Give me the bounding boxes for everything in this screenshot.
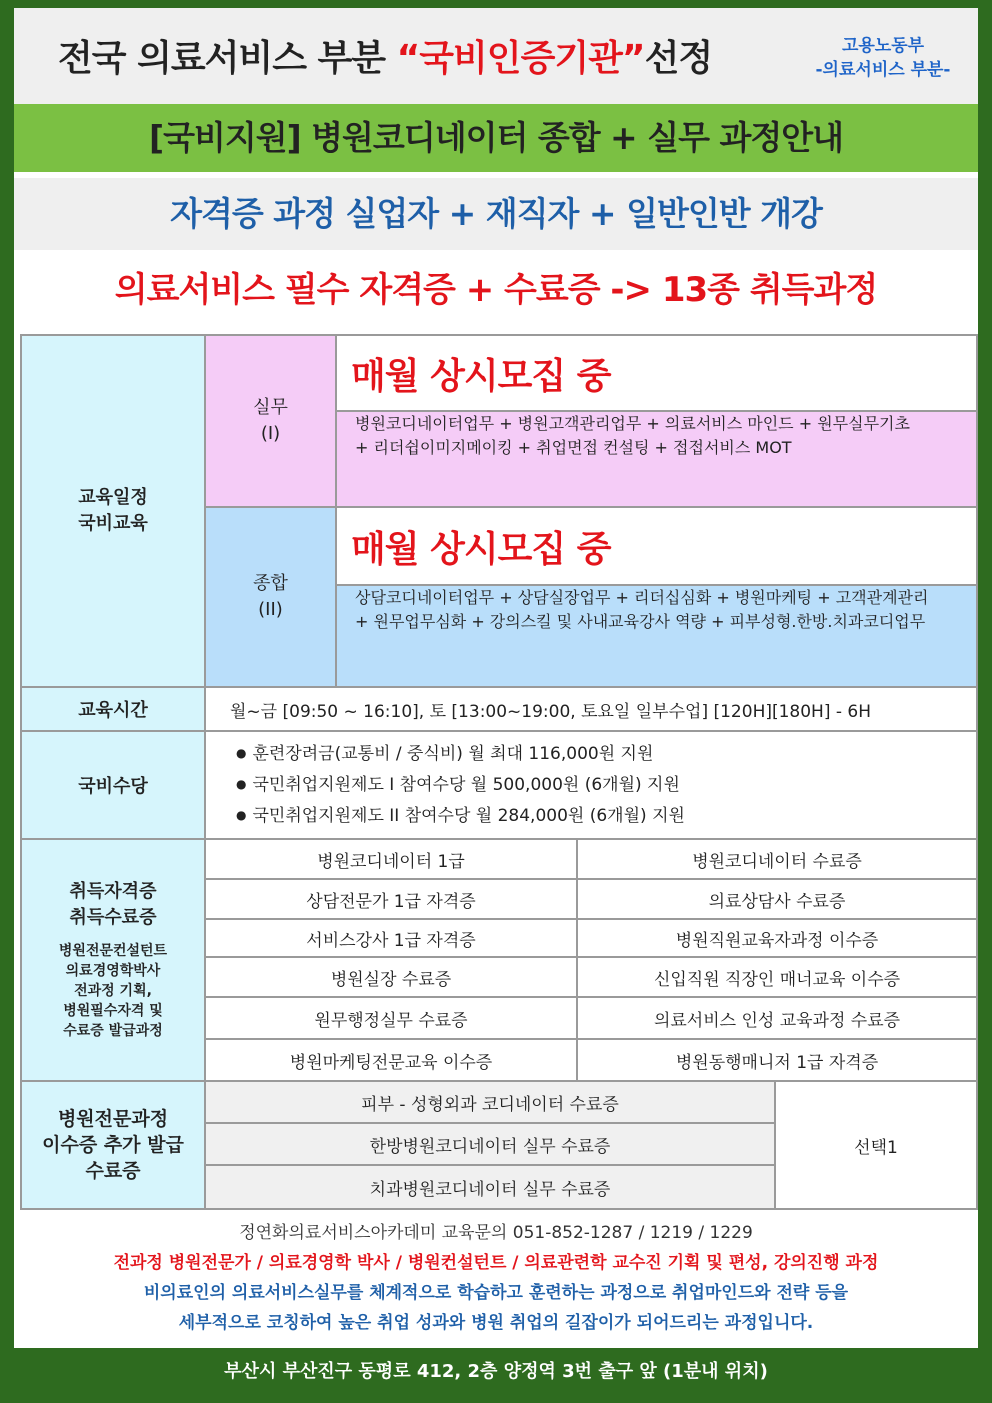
description-line: 비의료인의 의료서비스실무를 체계적으로 학습하고 훈련하는 과정으로 취업마인드와 전략 등을 (143, 1283, 849, 1303)
allowance-list (204, 730, 978, 840)
certificate-cell: 신입직원 직장인 매너교육 이수증 (576, 956, 978, 998)
title-prefix: 전국 의료서비스 부분 (58, 38, 397, 79)
certificates-sub-line: 병원전문컨설턴트 (58, 943, 168, 959)
certificate-cell: 병원코디네이터 수료증 (576, 838, 978, 880)
certificates-sub-line: 수료증 발급과정 (63, 1023, 163, 1039)
page-title (58, 30, 712, 81)
contact-line: 정연화의료서비스아카데미 교육문의 051-852-1287 / 1219 / 1229 (239, 1223, 753, 1243)
comprehensive-detail-line2: + 원무업무심화 + 강의스킬 및 사내교육강사 역량 + 피부성형.한방.치과코디업무 (355, 612, 926, 631)
specialist-label-line1: 병원전문과정 (57, 1108, 169, 1130)
enrollment-banner: 자격증 과정 실업자 + 재직자 + 일반인반 개강 (14, 178, 978, 250)
specialist-label-line3: 수료증 (85, 1160, 141, 1182)
comprehensive-label-line2: (II) (258, 599, 283, 620)
comprehensive-recruit-notice: 매월 상시모집 중 (335, 506, 978, 586)
certificate-cell: 병원실장 수료증 (204, 956, 578, 998)
certificate-cell: 서비스강사 1급 자격증 (204, 918, 578, 958)
flyer-page (14, 8, 978, 1348)
ministry-name: 고용노동부 (841, 36, 925, 56)
certificate-cell: 의료상담사 수료증 (576, 878, 978, 920)
schedule-label-line2: 국비교육 (78, 513, 148, 534)
schedule-label-line1: 교육일정 (78, 487, 148, 508)
comprehensive-detail-line1: 상담코디네이터업무 + 상담실장업무 + 리더십심화 + 병원마케팅 + 고객관계관리 (355, 588, 929, 607)
faculty-line: 전과정 병원전문가 / 의료경영학 박사 / 병원컨설턴트 / 의료관련학 교수진 기획 및 편성, 강의진행 과정 (113, 1253, 879, 1273)
course-banner: [국비지원] 병원코디네이터 종합 + 실무 과정안내 (14, 104, 978, 172)
certificate-cell: 의료서비스 인성 교육과정 수료증 (576, 996, 978, 1040)
practical-recruit-notice: 매월 상시모집 중 (335, 334, 978, 412)
specialist-label (20, 1080, 206, 1210)
allowance-item: ● 국민취업지원제도 I 참여수당 월 500,000원 (6개월) 지원 (236, 770, 680, 801)
certificates-sub-line: 전과정 기획, (74, 983, 152, 999)
certificate-banner: 의료서비스 필수 자격증 + 수료증 -> 13종 취득과정 (114, 270, 878, 310)
comprehensive-label-line1: 종합 (253, 573, 288, 594)
certificates-label (20, 838, 206, 1082)
specialist-cell: 피부 - 성형외과 코디네이터 수료증 (204, 1080, 776, 1124)
certificate-cell: 병원동행매니저 1급 자격증 (576, 1038, 978, 1082)
description-line: 세부적으로 코칭하여 높은 취업 성과와 병원 취업의 길잡이가 되어드리는 과정입니다. (178, 1313, 814, 1333)
title-highlight: “국비인증기관” (396, 38, 645, 79)
certificate-cell: 원무행정실무 수료증 (204, 996, 578, 1040)
practical-label-line1: 실무 (253, 397, 288, 418)
ministry-division: -의료서비스 부분- (815, 60, 951, 80)
comprehensive-course-detail (335, 584, 978, 688)
specialist-cell: 치과병원코디네이터 실무 수료증 (204, 1164, 776, 1210)
header-bar (14, 8, 978, 104)
ministry-label (798, 34, 968, 82)
specialist-label-line2: 이수증 추가 발급 (42, 1134, 184, 1156)
certificate-cell: 병원직원교육자과정 이수증 (576, 918, 978, 958)
certificate-cell: 병원코디네이터 1급 (204, 838, 578, 880)
specialist-choice: 선택1 (774, 1080, 978, 1210)
practical-detail-line1: 병원코디네이터업무 + 병원고객관리업무 + 의료서비스 마인드 + 원무실무기초 (355, 414, 910, 433)
title-suffix: 선정 (644, 38, 713, 79)
practical-course-label (204, 334, 337, 508)
practical-label-line2: (I) (260, 423, 281, 444)
schedule-label (20, 334, 206, 688)
footer-info (14, 1218, 978, 1338)
certificates-sub-line: 병원필수자격 및 (63, 1003, 163, 1019)
practical-course-detail (335, 410, 978, 508)
specialist-cell: 한방병원코디네이터 실무 수료증 (204, 1122, 776, 1166)
certificate-cell: 상담전문가 1급 자격증 (204, 878, 578, 920)
certificates-label-line2: 취득수료증 (69, 907, 157, 928)
allowance-item: ● 훈련장려금(교통비 / 중식비) 월 최대 116,000원 지원 (236, 739, 653, 770)
certificate-cell: 병원마케팅전문교육 이수증 (204, 1038, 578, 1082)
allowance-label: 국비수당 (20, 730, 206, 840)
practical-detail-line2: + 리더쉽이미지메이킹 + 취업면접 컨설팅 + 접접서비스 MOT (355, 438, 792, 457)
hours-label: 교육시간 (20, 686, 206, 732)
certificates-sub-line: 의료경영학박사 (65, 963, 161, 979)
certificates-label-line1: 취득자격증 (69, 881, 157, 902)
address-bar: 부산시 부산진구 동평로 412, 2층 양정역 3번 출구 앞 (1분내 위치) (224, 1361, 768, 1382)
comprehensive-course-label (204, 506, 337, 688)
hours-value: 월~금 [09:50 ~ 16:10], 토 [13:00~19:00, 토요일 일부수업] [120H][180H] - 6H (204, 686, 978, 732)
allowance-item: ● 국민취업지원제도 II 참여수당 월 284,000원 (6개월) 지원 (236, 801, 685, 832)
